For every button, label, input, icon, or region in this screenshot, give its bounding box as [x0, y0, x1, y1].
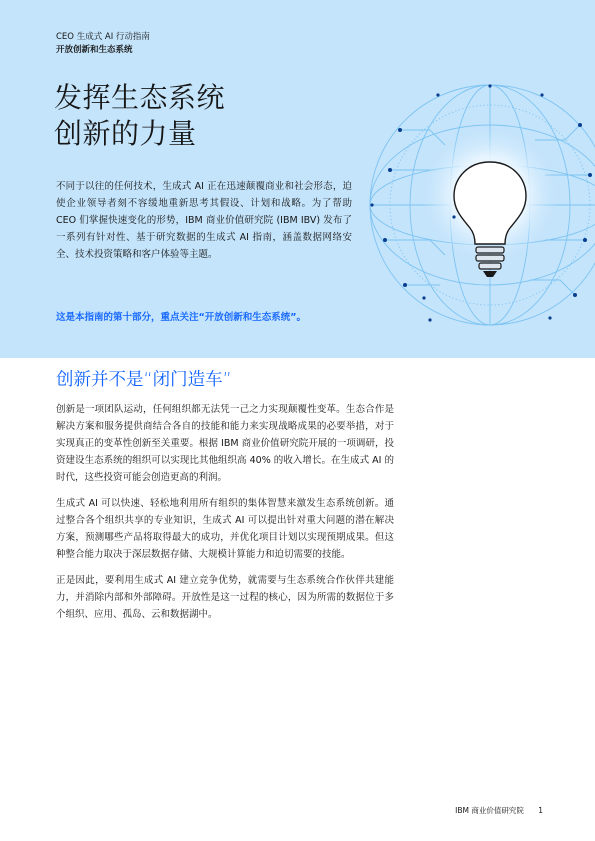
hero-banner: [0, 0, 595, 358]
page-title-line-2: 创新的力量: [54, 117, 197, 150]
publisher-name: IBM 商业价值研究院: [455, 806, 524, 815]
highlight-statement: 这是本指南的第十部分，重点关注“开放创新和生态系统”。: [56, 312, 306, 323]
body-paragraph: 正是因此，要利用生成式 AI 建立竞争优势，就需要与生态系统合作伙伴共建能力，并消除内部和外部障碍。开放性是这一过程的核心，因为所需的数据位于多个组织、应用、孤岛、云和数据湖中。: [56, 575, 394, 620]
guide-series-title: CEO 生成式 AI 行动指南: [56, 32, 150, 42]
section-body: [56, 401, 394, 632]
page-title-line-1: 发挥生态系统: [54, 81, 226, 114]
guide-kicker: [56, 31, 150, 57]
page-footer: [455, 805, 543, 816]
guide-part-title: 开放创新和生态系统: [56, 45, 133, 55]
section-heading: 创新并不是“闭门造车”: [56, 370, 232, 390]
body-paragraph: 生成式 AI 可以快速、轻松地利用所有组织的集体智慧来激发生态系统创新。通过整合各个组织共享的专业知识，生成式 AI 可以提出针对重大问题的潜在解决方案，预测哪些产品将取得最大的成功，并优化项目计划以实现预期成果。但这种整合能力取决于深层数据存储、大规模计算能力和迫切需要的技能。: [56, 498, 394, 560]
intro-paragraph: 不同于以往的任何技术，生成式 AI 正在迅速颠覆商业和社会形态，迫使企业领导者刻不容缓地重新思考其假设、计划和战略。为了帮助 CEO 们掌握快速变化的形势，IBM 商业价值研究院 (IBM IBV) 发布了一系列有针对性、基于研究数据的生成式 AI 指南，涵盖数据网络安全、技术投资策略和客户体验等主题。: [56, 181, 352, 260]
body-paragraph: 创新是一项团队运动，任何组织都无法凭一己之力实现颠覆性变革。生态合作是解决方案和服务提供商结合各自的技能和能力来实现战略成果的必要举措，对于实现真正的变革性创新至关重要。根据 IBM 商业价值研究院开展的一项调研，投资建设生态系统的组织可以实现比其他组织高 40% 的收入增长。在生成式 AI 的时代，这些投资可能会创造更高的利润。: [56, 404, 394, 483]
lightbulb-globe-icon: [360, 70, 595, 340]
page-number: 1: [538, 806, 543, 815]
page-title: [54, 80, 225, 152]
